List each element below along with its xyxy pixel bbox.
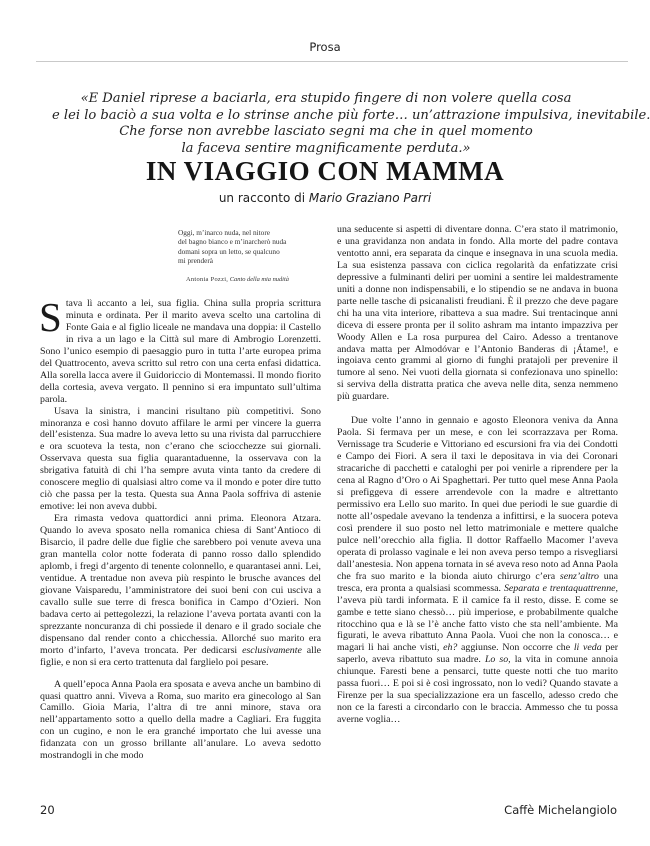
paragraph-text: l’aveva più tardi informata. E il camice fa il resto, disse. E come se gambe e tette siano chessò… più imperiose, e probabilmente qualche ritocchino qua e là se l’è anche fatto visto che sta nell’ambiente. Ma figurati, le aveva ribattuto Anna Paola. Vuoi che non la conosca… e magari li hai anche visti, <box>337 594 618 654</box>
epigraph-work: Canto della mia nudità <box>229 276 289 283</box>
byline <box>0 191 650 205</box>
paragraph-text: Due volte l’anno in gennaio e agosto Eleonora veniva da Anna Paola. Si fermava per un mese, e con lei scorrazzava per Roma. Vernissage tra Scuderie e Vittoriano ed escursioni fra via dei Condotti e Campo dei Fiori. A sera il taxi le depositava in via dei Coronari stracariche di pacchetti e cataloghi per poi venirle a riprendere per la cena al Ragno d’Oro o Ai Spaghettari. Per tutto quel mese Anna Paola si prefiggeva di essere arrendevole con la madre e altrettanto permissivo era Lello suo marito. In quei due periodi le sue guardie di notte all’ospedale avevano la tendenza a infittirsi, e la suocera poteva così prendere il suo posto nel letto matrimoniale e mettere qualche pulce nell’orecchio alla figlia. Il dottor Raffaello Macomer l’aveva operata di prolasso vaginale e lei non aveva perso tempo a risvegliarsi dall’anestesia. Non appena tornata in sé aveva reso noto ad Anna Paola che fra suo marito e la bionda aiuto chirurgo c’era <box>337 415 618 582</box>
paragraph <box>40 406 321 514</box>
paragraph-text: Era rimasta vedova quattordici anni prima. Eleonora Atzara. Quando lo aveva sposato nella romanica chiesa di Sant’Antioco di Bisarcio, il padre delle due figlie che sarebbero poi venute aveva una gran mantella color notte foderata di panno rosso dallo splendido aplomb, i fregi d’argento di tenente colonnello, e quarantasei anni. Lei, ventidue. A trentadue non aveva più respinto le brusche avances del giovane Vaisparedu, l’amministratore dei suoi beni con cui usciva a cavallo sulle sue terre di fresca bonifica in Campo d’Ozieri. Non badava certo ai pettegolezzi, la relazione l’aveva portata avanti con la sprezzante noncuranza di chi possiede il denaro e il grado sociale che dispensano dal render conto a chicchessia. Allorché suo marito era morto d’infarto, l’aveva troncata. Per dedicarsi <box>40 513 321 656</box>
paragraph <box>337 415 618 726</box>
right-column <box>337 224 618 726</box>
paragraph-text: Usava la sinistra, i mancini risultano più competitivi. Sono minoranza e così hanno dovuto affilare le armi per vincere la guerra dell’esistenza. Sua madre lo aveva letto su una rivista dal parrucchiere e ora scuoteva la testa, non c’erano che sciocchezze sui giornali. Osservava questa sua figlia quarantaduenne, la osservava con la sbrigativa fatuità di chi l’ha sempre avuta vinta tanto da credere di conoscere meglio di qualsiasi altro come va il mondo e poter dire tutto ciò che passa per la testa. Questa sua Anna Paola soffriva di astenie emotive: lei non aveva dubbi. <box>40 405 321 513</box>
epigraph-line: Oggi, m’inarco nuda, nel nitore <box>178 228 270 237</box>
emphasis: Lo so, <box>484 654 511 666</box>
paragraph-text: alle figlie, e non si era certo trattenuta dal farglielo poi pesare. <box>40 644 321 668</box>
emphasis: senz’altro <box>559 570 599 582</box>
byline-prefix: un racconto di <box>218 191 306 205</box>
author-name: Mario Graziano Parri <box>308 191 432 205</box>
epigraph-line: del bagno bianco e m’inarcherò nuda <box>178 237 287 247</box>
paragraph-text: per saperlo, aveva ribattuto sua madre. <box>337 642 618 666</box>
paragraph <box>39 294 321 406</box>
paragraph-text: una tresca, era pronta a qualsiasi scommessa. <box>337 570 619 594</box>
paragraph <box>40 679 321 763</box>
pull-quote <box>52 91 650 157</box>
emphasis: li veda <box>573 642 602 654</box>
header-rule <box>36 61 628 62</box>
epigraph-line: mi prenderà <box>178 256 214 266</box>
paragraph-text: la vita in comune annoia chiunque. Faresti bene a pensarci, tutte queste notti che tuo marito passa fuori… E poi si è così ingrossato, non lo vedi? Quando stavate a Firenze per la sua specializzazione era un fascello, adesso credo che non ce la faresti a circondarlo con le braccia. Ammesso che tu possa averne voglia… <box>337 654 619 726</box>
left-column <box>39 294 321 762</box>
magazine-name: Caffè Michelangiolo <box>504 803 617 817</box>
paragraph-text: aggiunse. Non occorre che <box>461 642 571 654</box>
paragraph-text: tava lì accanto a lei, sua figlia. China sulla propria scrittura minuta e ordinata. Per il marito aveva scelto una cartolina di Fonte Gaia e al figlio liceale ne mandava una doppia: il Castello in riva a un lago e la Città sul mare di Ambrogio Lorenzetti. Sono l’unico esempio di paesaggio puro in tutta l’arte europea prima del Quattrocento, aveva scritto sul retro con una certa enfasi didattica. Alla sorella lacca avere il Guidoriccio di Montemassi. Il mondo fiorito della cortesia, aveva vergato. Il pennino si era impuntato sull’ultima parola. <box>40 298 321 405</box>
emphasis: Separata e trentaquattrenne, <box>503 582 619 594</box>
paragraph-text: una seducente si aspetti di diventare donna. C’era stato il matrimonio, e una gravidanza non andata in fondo. Alla morte del padre contava ventotto anni, era separata da cinque e insegnava in una scuola media. La sua esistenza passava con ciclica regolarità da enfatizzate crisi depressive a fulminanti deliri per uomini a sentire lei maldestramente uniti a donne non indispensabili, e lo stipendio se ne andava in buona parte nelle tasche di psicanalisti freudiani. È il prezzo che deve pagare chi ha una vita interiore, ribatteva a sua madre. Sui trentacinque anni diceva di essere pronta per il solito ashram ma intanto impazziva per Woody Allen e La rosa purpurea del Cairo. Adesso a trentanove andava matta per Almodóvar e l’Antonio Banderas di ¡Átame!, e ingoiava cento grammi al giorno di funghi pratajoli per prevenire il tumore al seno. Nei vuoti della giornata si confezionava uno spinello: si serviva della distratta pratica che aveva nelle dita, senza nemmeno più guardare. <box>337 224 618 403</box>
section-header: Prosa <box>309 40 341 54</box>
emphasis: eh? <box>443 642 458 654</box>
paragraph <box>40 513 321 668</box>
emphasis: esclusivamente <box>242 644 302 656</box>
epigraph-attribution <box>186 275 289 284</box>
pull-quote-line: Che forse non avrebbe lasciato segni ma che in quel momento <box>119 124 533 140</box>
page-number: 20 <box>40 803 55 817</box>
paragraph <box>337 224 618 403</box>
pull-quote-line: la faceva sentire magnificamente perduta.» <box>181 140 471 156</box>
pull-quote-line: e lei lo baciò a sua volta e lo strinse anche più forte… un’attrazione impulsiva, inevitabile. <box>52 107 650 123</box>
article-title: IN VIAGGIO CON MAMMA <box>145 156 505 186</box>
epigraph-line: domani sopra un letto, se qualcuno <box>178 246 280 256</box>
epigraph <box>178 228 324 283</box>
paragraph-text: A quell’epoca Anna Paola era sposata e aveva anche un bambino di quasi quattro anni. Viveva a Roma, suo marito era ginecologo al San Camillo. Gioia Maria, l’altra di tre anni minore, stava ora nell’appartamento sotto a quello della madre a Cagliari. Era fuggita con un cugino, e non le era granché importato che lui avesse una fidanzata con un grosso brillante all’anulare. Lo aveva sedotto mostrandogli in che modo <box>40 678 321 762</box>
drop-cap: S <box>39 294 62 340</box>
epigraph-author: Antonia Pozzi, <box>186 276 229 283</box>
pull-quote-line: «E Daniel riprese a baciarla, era stupido fingere di non volere quella cosa <box>80 91 572 106</box>
